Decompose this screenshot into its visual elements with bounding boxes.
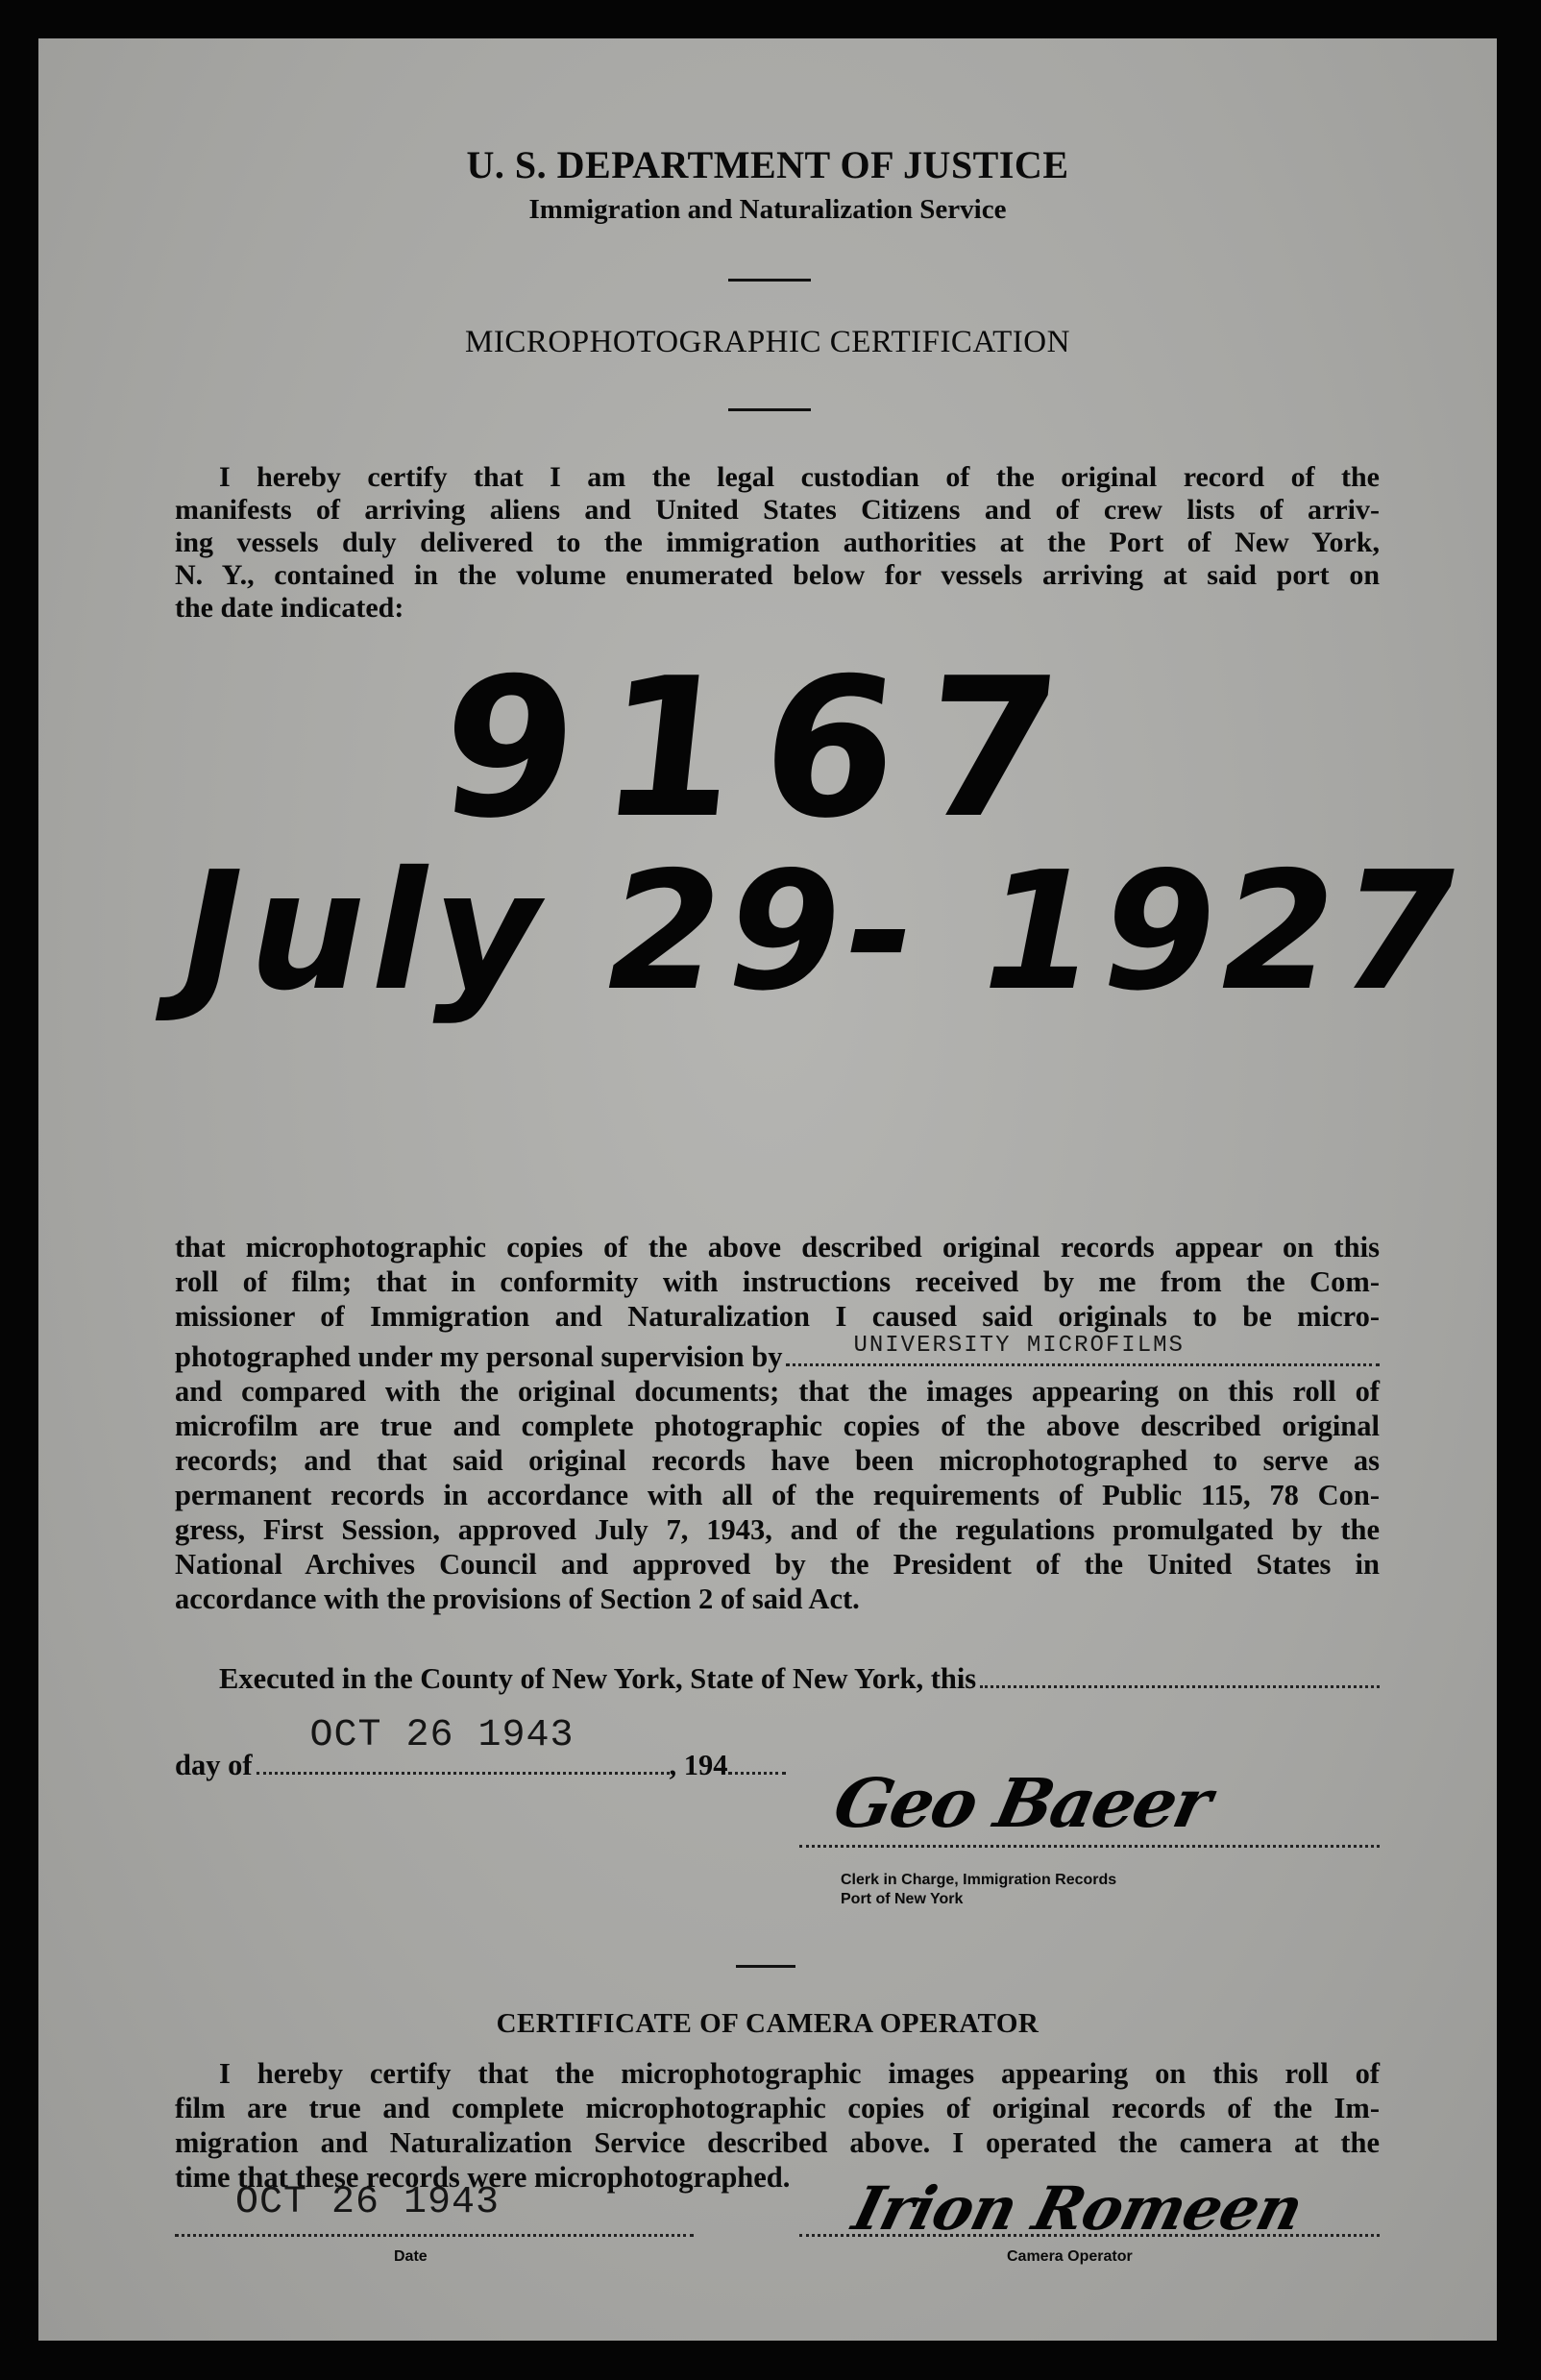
- photographed-by-row: [175, 1333, 1380, 1374]
- executed-row: [219, 1662, 1380, 1696]
- operator-date-label: Date: [394, 2248, 428, 2265]
- body-line: that microphotographic copies of the above described original records appear on this: [175, 1231, 1380, 1264]
- body-line: National Archives Council and approved by the President of the United States in: [175, 1548, 1380, 1581]
- day-of-label: day of: [175, 1749, 253, 1781]
- body-line: permanent records in accordance with all of the requirements of Public 115, 78 Con-: [175, 1479, 1380, 1511]
- body-line: missioner of Immigration and Naturalization I caused said originals to be micro-: [175, 1300, 1380, 1333]
- operator-signature-line: [799, 2234, 1380, 2237]
- handwritten-volume-number: 9167: [429, 637, 1096, 861]
- intro-line: I hereby certify that I am the legal custodian of the original record of the: [219, 461, 1380, 493]
- divider-operator: [736, 1965, 795, 1968]
- body-line: and compared with the original documents; that the images appearing on this roll of: [175, 1375, 1380, 1408]
- clerk-office: Port of New York: [841, 1891, 964, 1907]
- year-label: , 194: [669, 1749, 728, 1781]
- body-paragraph: [175, 1230, 1380, 1616]
- year-field: [728, 1772, 786, 1775]
- body-line: microfilm are true and complete photographic copies of the above described original: [175, 1410, 1380, 1442]
- photographed-by-value: UNIVERSITY MICROFILMS: [853, 1333, 1185, 1359]
- intro-line: ing vessels duly delivered to the immigration authorities at the Port of New York,: [175, 527, 1380, 558]
- service-subheading: Immigration and Naturalization Service: [528, 194, 1007, 225]
- operator-line: migration and Naturalization Service described above. I operated the camera at the: [175, 2126, 1380, 2159]
- operator-signature: Irion Romeen: [845, 2173, 1309, 2244]
- intro-line: N. Y., contained in the volume enumerated below for vessels arriving at said port on: [175, 559, 1380, 591]
- intro-line: manifests of arriving aliens and United States Citizens and of crew lists of arriv-: [175, 494, 1380, 526]
- document-title: MICROPHOTOGRAPHIC CERTIFICATION: [465, 325, 1070, 359]
- body-line: roll of film; that in conformity with instructions received by me from the Com-: [175, 1265, 1380, 1298]
- operator-line: time that these records were microphotographed.: [175, 2161, 791, 2194]
- body-line: gress, First Session, approved July 7, 1943, and of the regulations promulgated by the: [175, 1513, 1380, 1546]
- handwritten-date: July 29- 1927: [183, 837, 1461, 1027]
- photographed-by-label: photographed under my personal supervision by: [175, 1340, 783, 1373]
- camera-operator-label: Camera Operator: [1007, 2248, 1133, 2265]
- department-heading: U. S. DEPARTMENT OF JUSTICE: [466, 143, 1069, 186]
- clerk-signature: Geo Baeer: [827, 1763, 1217, 1843]
- executed-label: Executed in the County of New York, State of New York, this: [219, 1662, 977, 1695]
- clerk-signature-line: [799, 1845, 1380, 1848]
- body-line: accordance with the provisions of Section 2 of said Act.: [175, 1583, 860, 1615]
- operator-line: film are true and complete microphotographic copies of original records of the Im-: [175, 2092, 1380, 2124]
- operator-date-line: [175, 2234, 694, 2237]
- day-of-row: [175, 1714, 867, 1782]
- divider-title: [728, 408, 811, 411]
- operator-line: I hereby certify that the microphotographic images appearing on this roll of: [219, 2057, 1380, 2090]
- intro-line: the date indicated:: [175, 592, 404, 624]
- executed-day-field: [980, 1685, 1380, 1688]
- day-of-field: [257, 1714, 670, 1775]
- intro-paragraph: [175, 461, 1380, 625]
- divider-top: [728, 279, 811, 282]
- clerk-title: Clerk in Charge, Immigration Records: [841, 1872, 1117, 1888]
- operator-date-stamp: OCT 26 1943: [235, 2181, 501, 2224]
- operator-heading: CERTIFICATE OF CAMERA OPERATOR: [496, 2008, 1040, 2039]
- photographed-by-field: [786, 1333, 1380, 1366]
- day-of-date-stamp: OCT 26 1943: [309, 1714, 575, 1757]
- body-line: records; and that said original records have been microphotographed to serve as: [175, 1444, 1380, 1477]
- certificate-sheet: [38, 38, 1497, 2341]
